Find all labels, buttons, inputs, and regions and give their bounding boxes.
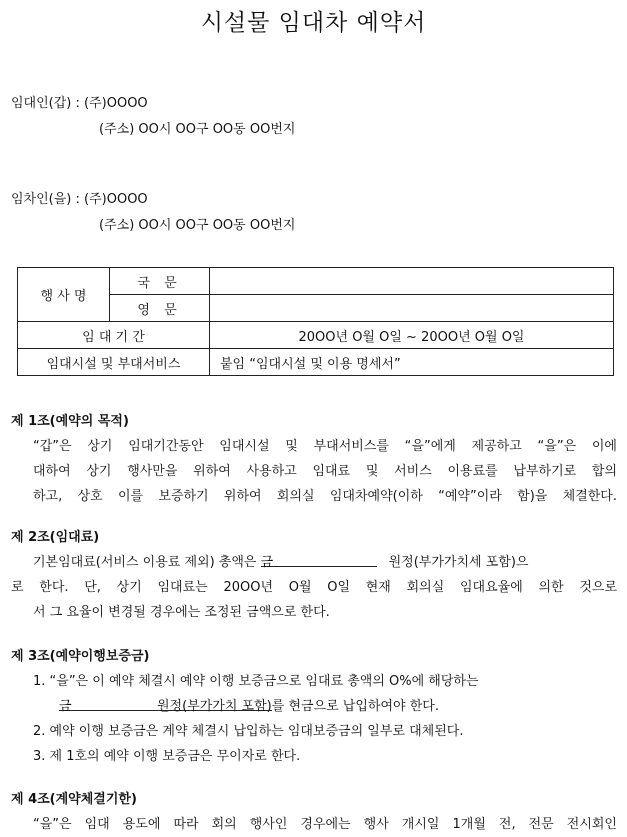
- article-1-line-1: “갑”은 상기 임대기간동안 임대시설 및 부대서비스를 “을”에게 제공하고 “을”은 이에: [33, 439, 617, 454]
- rental-period-value: 20OO년 O월 O일 ~ 20OO년 O월 O일: [210, 322, 614, 349]
- english-event-name-field[interactable]: [210, 295, 614, 322]
- article-3-item-2: 2. 예약 이행 보증금은 계약 체결시 납입하는 임대보증금의 일부로 대체된다.: [33, 724, 464, 739]
- article-1-line-3: 하고, 상호 이를 보증하기 위하여 회의실 임대차예약(이하 “예약”이라 함)을 체결한다.: [33, 489, 617, 504]
- lessor-name: (주)OOOO: [84, 96, 148, 111]
- article-2-text: 기본임대료(서비스 이용료 제외) 총액은: [33, 555, 261, 570]
- article-3-item-3: 3. 제 1호의 예약 이행 보증금은 무이자로 한다.: [33, 749, 301, 764]
- article-2-line-2: 로 한다. 단, 상기 임대료는 20OO년 O월 O일 현재 회의실 임대요율에 의한 것으로: [11, 580, 617, 595]
- rental-period-label: 임 대 기 간: [18, 322, 210, 349]
- article-heading: 제 3조(예약이행보증금): [11, 649, 150, 664]
- lessor-label: 임대인(갑) :: [11, 96, 85, 111]
- lessor-line: [11, 91, 295, 117]
- event-name-label: 행 사 명: [18, 268, 110, 322]
- amount-prefix: 금: [260, 555, 274, 570]
- table-row: [18, 268, 614, 295]
- lessee-name: (주)OOOO: [84, 192, 148, 207]
- amount-blank[interactable]: [260, 550, 377, 570]
- korean-label: 국 문: [110, 268, 210, 295]
- article-4-line-1: “을”은 임대 용도에 따라 회의 행사인 경우에는 행사 개시일 1개월 전, 전문 전시회인: [33, 817, 617, 832]
- article-2-line-1: [11, 550, 617, 575]
- lessor-block: [11, 91, 295, 143]
- table-row: [18, 322, 614, 349]
- article-3-item-1-cont: [11, 694, 617, 719]
- article-3-item-1: 1. “을”은 이 예약 체결시 예약 이행 보증금으로 임대료 총액의 O%에 해당하는: [33, 674, 479, 689]
- article-1-line-2: 대하여 상기 행사만을 위하여 사용하고 임대료 및 서비스 이용료를 납부하기로 합의: [33, 464, 617, 479]
- deposit-prefix: 금: [59, 699, 72, 714]
- deposit-unit: 원정(부가가치 포함): [157, 694, 272, 711]
- page-title: 시설물 임대차 예약서: [200, 10, 427, 36]
- article-4: [11, 789, 617, 837]
- article-2: [11, 527, 617, 625]
- deposit-amount-blank[interactable]: [59, 694, 157, 714]
- article-heading: 제 2조(임대료): [11, 530, 100, 545]
- lessee-address: (주소) OO시 OO구 OO동 OO번지: [99, 218, 296, 233]
- facility-label: 임대시설 및 부대서비스: [18, 349, 210, 376]
- article-1: [11, 411, 617, 509]
- article-heading: 제 1조(예약의 목적): [11, 414, 129, 429]
- article-heading: 제 4조(계약체결기한): [11, 792, 137, 807]
- article-2-line-3: 서 그 요율이 변경될 경우에는 조정된 금액으로 한다.: [33, 605, 330, 620]
- article-3: [11, 646, 617, 769]
- table-row: [18, 349, 614, 376]
- lessor-address: (주소) OO시 OO구 OO동 OO번지: [99, 122, 296, 137]
- lessee-label: 임차인(을) :: [11, 192, 85, 207]
- rental-info-table: [17, 267, 614, 376]
- article-2-text-tail: 원정(부가가치세 포함)으: [388, 555, 529, 570]
- lessee-line: [11, 187, 295, 213]
- lessee-block: [11, 187, 295, 239]
- deposit-tail: 를 현금으로 납입하여야 한다.: [271, 699, 439, 714]
- english-label: 영 문: [110, 295, 210, 322]
- korean-event-name-field[interactable]: [210, 268, 614, 295]
- facility-value: 붙임 “임대시설 및 이용 명세서”: [210, 349, 614, 376]
